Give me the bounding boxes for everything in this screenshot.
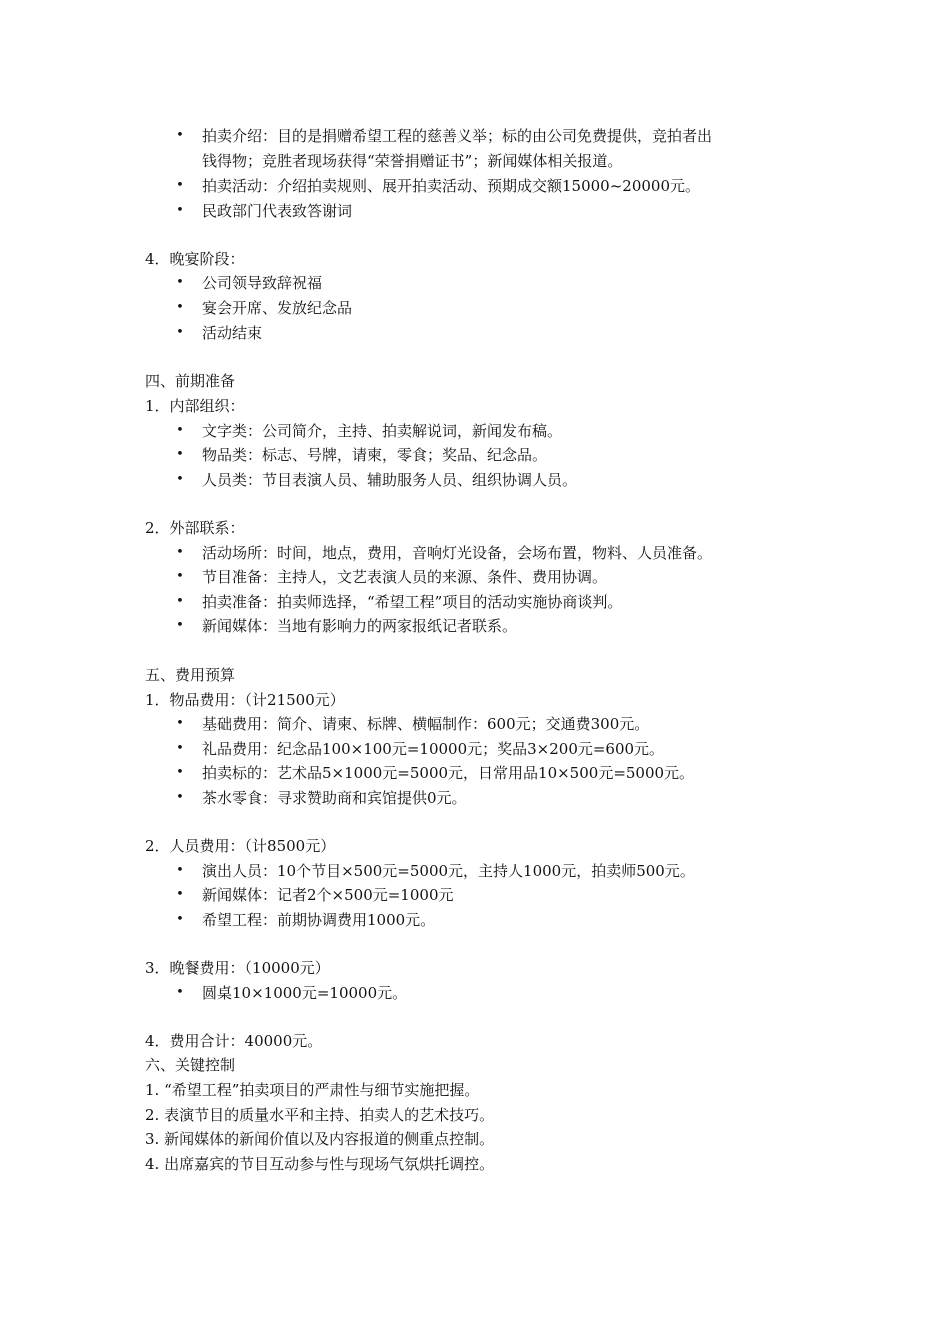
bullet-icon: • <box>176 569 184 584</box>
bullet-icon: • <box>176 912 184 927</box>
section-title: 六、关键控制 <box>145 1056 236 1074</box>
list-item-text: 拍卖介绍：目的是捐赠希望工程的慈善义举；标的由公司免费提供，竞拍者出 <box>202 127 713 145</box>
section-title: 四、前期准备 <box>145 372 236 390</box>
list-item-text: 圆桌10×1000元=10000元。 <box>202 984 408 1002</box>
list-item-text: 演出人员：10个节目×500元=5000元，主持人1000元，拍卖师500元。 <box>202 862 695 880</box>
subsection-heading: 1．物品费用：（计21500元） <box>145 691 345 709</box>
list-item-text: 拍卖标的：艺术品5×1000元=5000元，日常用品10×500元=5000元。 <box>202 764 695 782</box>
list-item-continuation: 钱得物；竞胜者现场获得“荣誉捐赠证书”；新闻媒体相关报道。 <box>202 152 623 170</box>
list-item-text: 拍卖准备：拍卖师选择，“希望工程”项目的活动实施协商谈判。 <box>202 593 623 611</box>
bullet-icon: • <box>176 741 184 756</box>
list-item-text: 新闻媒体：记者2个×500元=1000元 <box>202 886 454 904</box>
list-item-text: 民政部门代表致答谢词 <box>202 202 353 220</box>
subsection-heading: 3．晚餐费用：（10000元） <box>145 959 330 977</box>
subsection-heading: 4．晚宴阶段： <box>145 250 245 268</box>
bullet-icon: • <box>176 618 184 633</box>
list-item: 1. “希望工程”拍卖项目的严肃性与细节实施把握。 <box>145 1081 480 1099</box>
bullet-icon: • <box>176 300 184 315</box>
list-item-text: 基础费用：简介、请柬、标牌、横幅制作：600元；交通费300元。 <box>202 715 650 733</box>
list-item-text: 活动结束 <box>202 324 263 342</box>
list-item-text: 文字类：公司简介，主持、拍卖解说词，新闻发布稿。 <box>202 422 563 440</box>
bullet-icon: • <box>176 594 184 609</box>
bullet-icon: • <box>176 325 184 340</box>
list-item: 4. 出席嘉宾的节目互动参与性与现场气氛烘托调控。 <box>145 1155 495 1173</box>
bullet-icon: • <box>176 765 184 780</box>
list-item-text: 希望工程：前期协调费用1000元。 <box>202 911 436 929</box>
list-item: 3. 新闻媒体的新闻价值以及内容报道的侧重点控制。 <box>145 1130 495 1148</box>
bullet-icon: • <box>176 128 184 143</box>
list-item-text: 新闻媒体：当地有影响力的两家报纸记者联系。 <box>202 617 518 635</box>
subsection-heading: 2．外部联系： <box>145 519 245 537</box>
bullet-icon: • <box>176 275 184 290</box>
bullet-icon: • <box>176 790 184 805</box>
list-item-text: 宴会开席、发放纪念品 <box>202 299 353 317</box>
list-item-text: 礼品费用：纪念品100×100元=10000元；奖品3×200元=600元。 <box>202 740 665 758</box>
bullet-icon: • <box>176 887 184 902</box>
bullet-icon: • <box>176 447 184 462</box>
list-item-text: 茶水零食：寻求赞助商和宾馆提供0元。 <box>202 789 467 807</box>
list-item-text: 公司领导致辞祝福 <box>202 274 323 292</box>
bullet-icon: • <box>176 716 184 731</box>
list-item-text: 物品类：标志、号牌，请柬，零食；奖品、纪念品。 <box>202 446 548 464</box>
bullet-icon: • <box>176 472 184 487</box>
bullet-icon: • <box>176 178 184 193</box>
list-item-text: 拍卖活动：介绍拍卖规则、展开拍卖活动、预期成交额15000~20000元。 <box>202 177 701 195</box>
budget-total: 4．费用合计：40000元。 <box>145 1032 323 1050</box>
section-title: 五、费用预算 <box>145 666 236 684</box>
list-item-text: 节目准备：主持人，文艺表演人员的来源、条件、费用协调。 <box>202 568 608 586</box>
subsection-heading: 1．内部组织： <box>145 397 245 415</box>
subsection-heading: 2．人员费用：（计8500元） <box>145 837 336 855</box>
bullet-icon: • <box>176 863 184 878</box>
list-item-text: 人员类：节目表演人员、辅助服务人员、组织协调人员。 <box>202 471 578 489</box>
bullet-icon: • <box>176 545 184 560</box>
bullet-icon: • <box>176 203 184 218</box>
bullet-icon: • <box>176 985 184 1000</box>
bullet-icon: • <box>176 423 184 438</box>
list-item: 2. 表演节目的质量水平和主持、拍卖人的艺术技巧。 <box>145 1106 495 1124</box>
list-item-text: 活动场所：时间，地点，费用，音响灯光设备，会场布置，物料、人员准备。 <box>202 544 713 562</box>
